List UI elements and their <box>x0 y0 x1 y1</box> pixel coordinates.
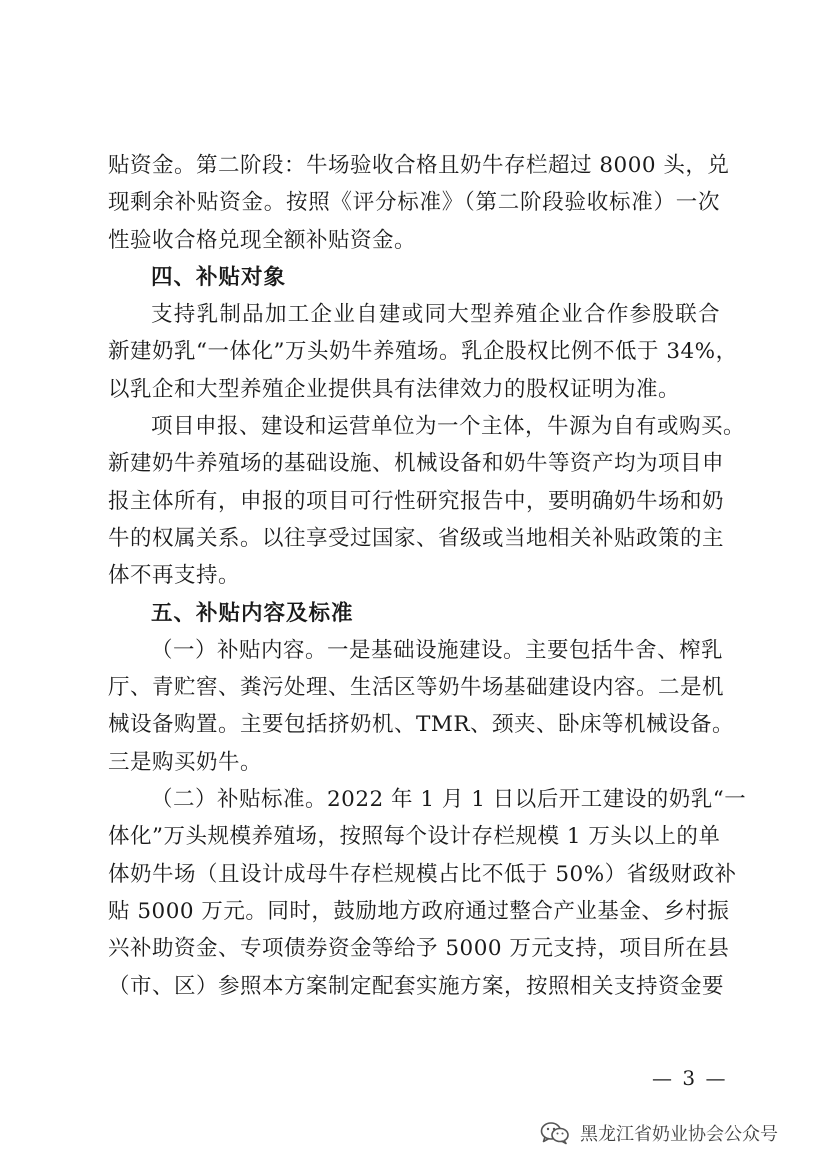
text-line: 兴补助资金、专项债券资金等给予 5000 万元支持，项目所在县 <box>108 936 730 962</box>
text-line: 贴资金。第二阶段：牛场验收合格且奶牛存栏超过 8000 头，兑 <box>108 153 730 178</box>
text-line: （二）补贴标准。2022 年 1 月 1 日以后开工建设的奶乳“一 <box>151 787 747 813</box>
text-line: 体化”万头规模养殖场，按照每个设计存栏规模 1 万头以上的单 <box>108 824 721 850</box>
text-line: 现剩余补贴资金。按照《评分标准》（第二阶段验收标准）一次 <box>108 190 720 216</box>
text-line: 三是购买奶牛。 <box>108 749 263 775</box>
text-line: 报主体所有，申报的项目可行性研究报告中，要明确奶牛场和奶 <box>108 488 725 514</box>
text-line: 项目申报、建设和运营单位为一个主体，牛源为自有或购买。 <box>151 414 746 440</box>
text-line: 体不再支持。 <box>108 563 241 589</box>
text-line: 厅、青贮窖、粪污处理、生活区等奶牛场基础建设内容。二是机 <box>108 675 725 701</box>
text-line: 械设备购置。主要包括挤奶机、TMR、颈夹、卧床等机械设备。 <box>108 712 735 738</box>
section-heading: 四、补贴对象 <box>151 264 287 290</box>
text-line: （市、区）参照本方案制定配套实施方案，按照相关支持资金要 <box>108 973 725 999</box>
watermark <box>540 1120 778 1146</box>
text-line: （一）补贴内容。一是基础设施建设。主要包括牛舍、榨乳 <box>151 637 724 663</box>
text-line: 新建奶乳“一体化”万头奶牛养殖场。乳企股权比例不低于 34%， <box>108 339 738 365</box>
text-line: 支持乳制品加工企业自建或同大型养殖企业合作参股联合 <box>151 302 720 328</box>
wechat-icon <box>540 1121 570 1145</box>
text-line: 牛的权属关系。以往享受过国家、省级或当地相关补贴政策的主 <box>108 525 725 551</box>
text-line: 以乳企和大型养殖企业提供具有法律效力的股权证明为准。 <box>108 376 681 402</box>
text-line: 体奶牛场（且设计成母牛存栏规模占比不低于 50%）省级财政补 <box>108 861 737 887</box>
watermark-text: 黑龙江省奶业协会公众号 <box>580 1124 778 1145</box>
document-body <box>108 147 747 1005</box>
text-line: 贴 5000 万元。同时，鼓励地方政府通过整合产业基金、乡村振 <box>108 898 730 924</box>
text-line: 新建奶牛养殖场的基础设施、机械设备和奶牛等资产均为项目申 <box>108 451 725 477</box>
text-line: 性验收合格兑现全额补贴资金。 <box>108 227 417 253</box>
page-number: — 3 — <box>652 1066 728 1090</box>
section-heading: 五、补贴内容及标准 <box>151 600 354 626</box>
